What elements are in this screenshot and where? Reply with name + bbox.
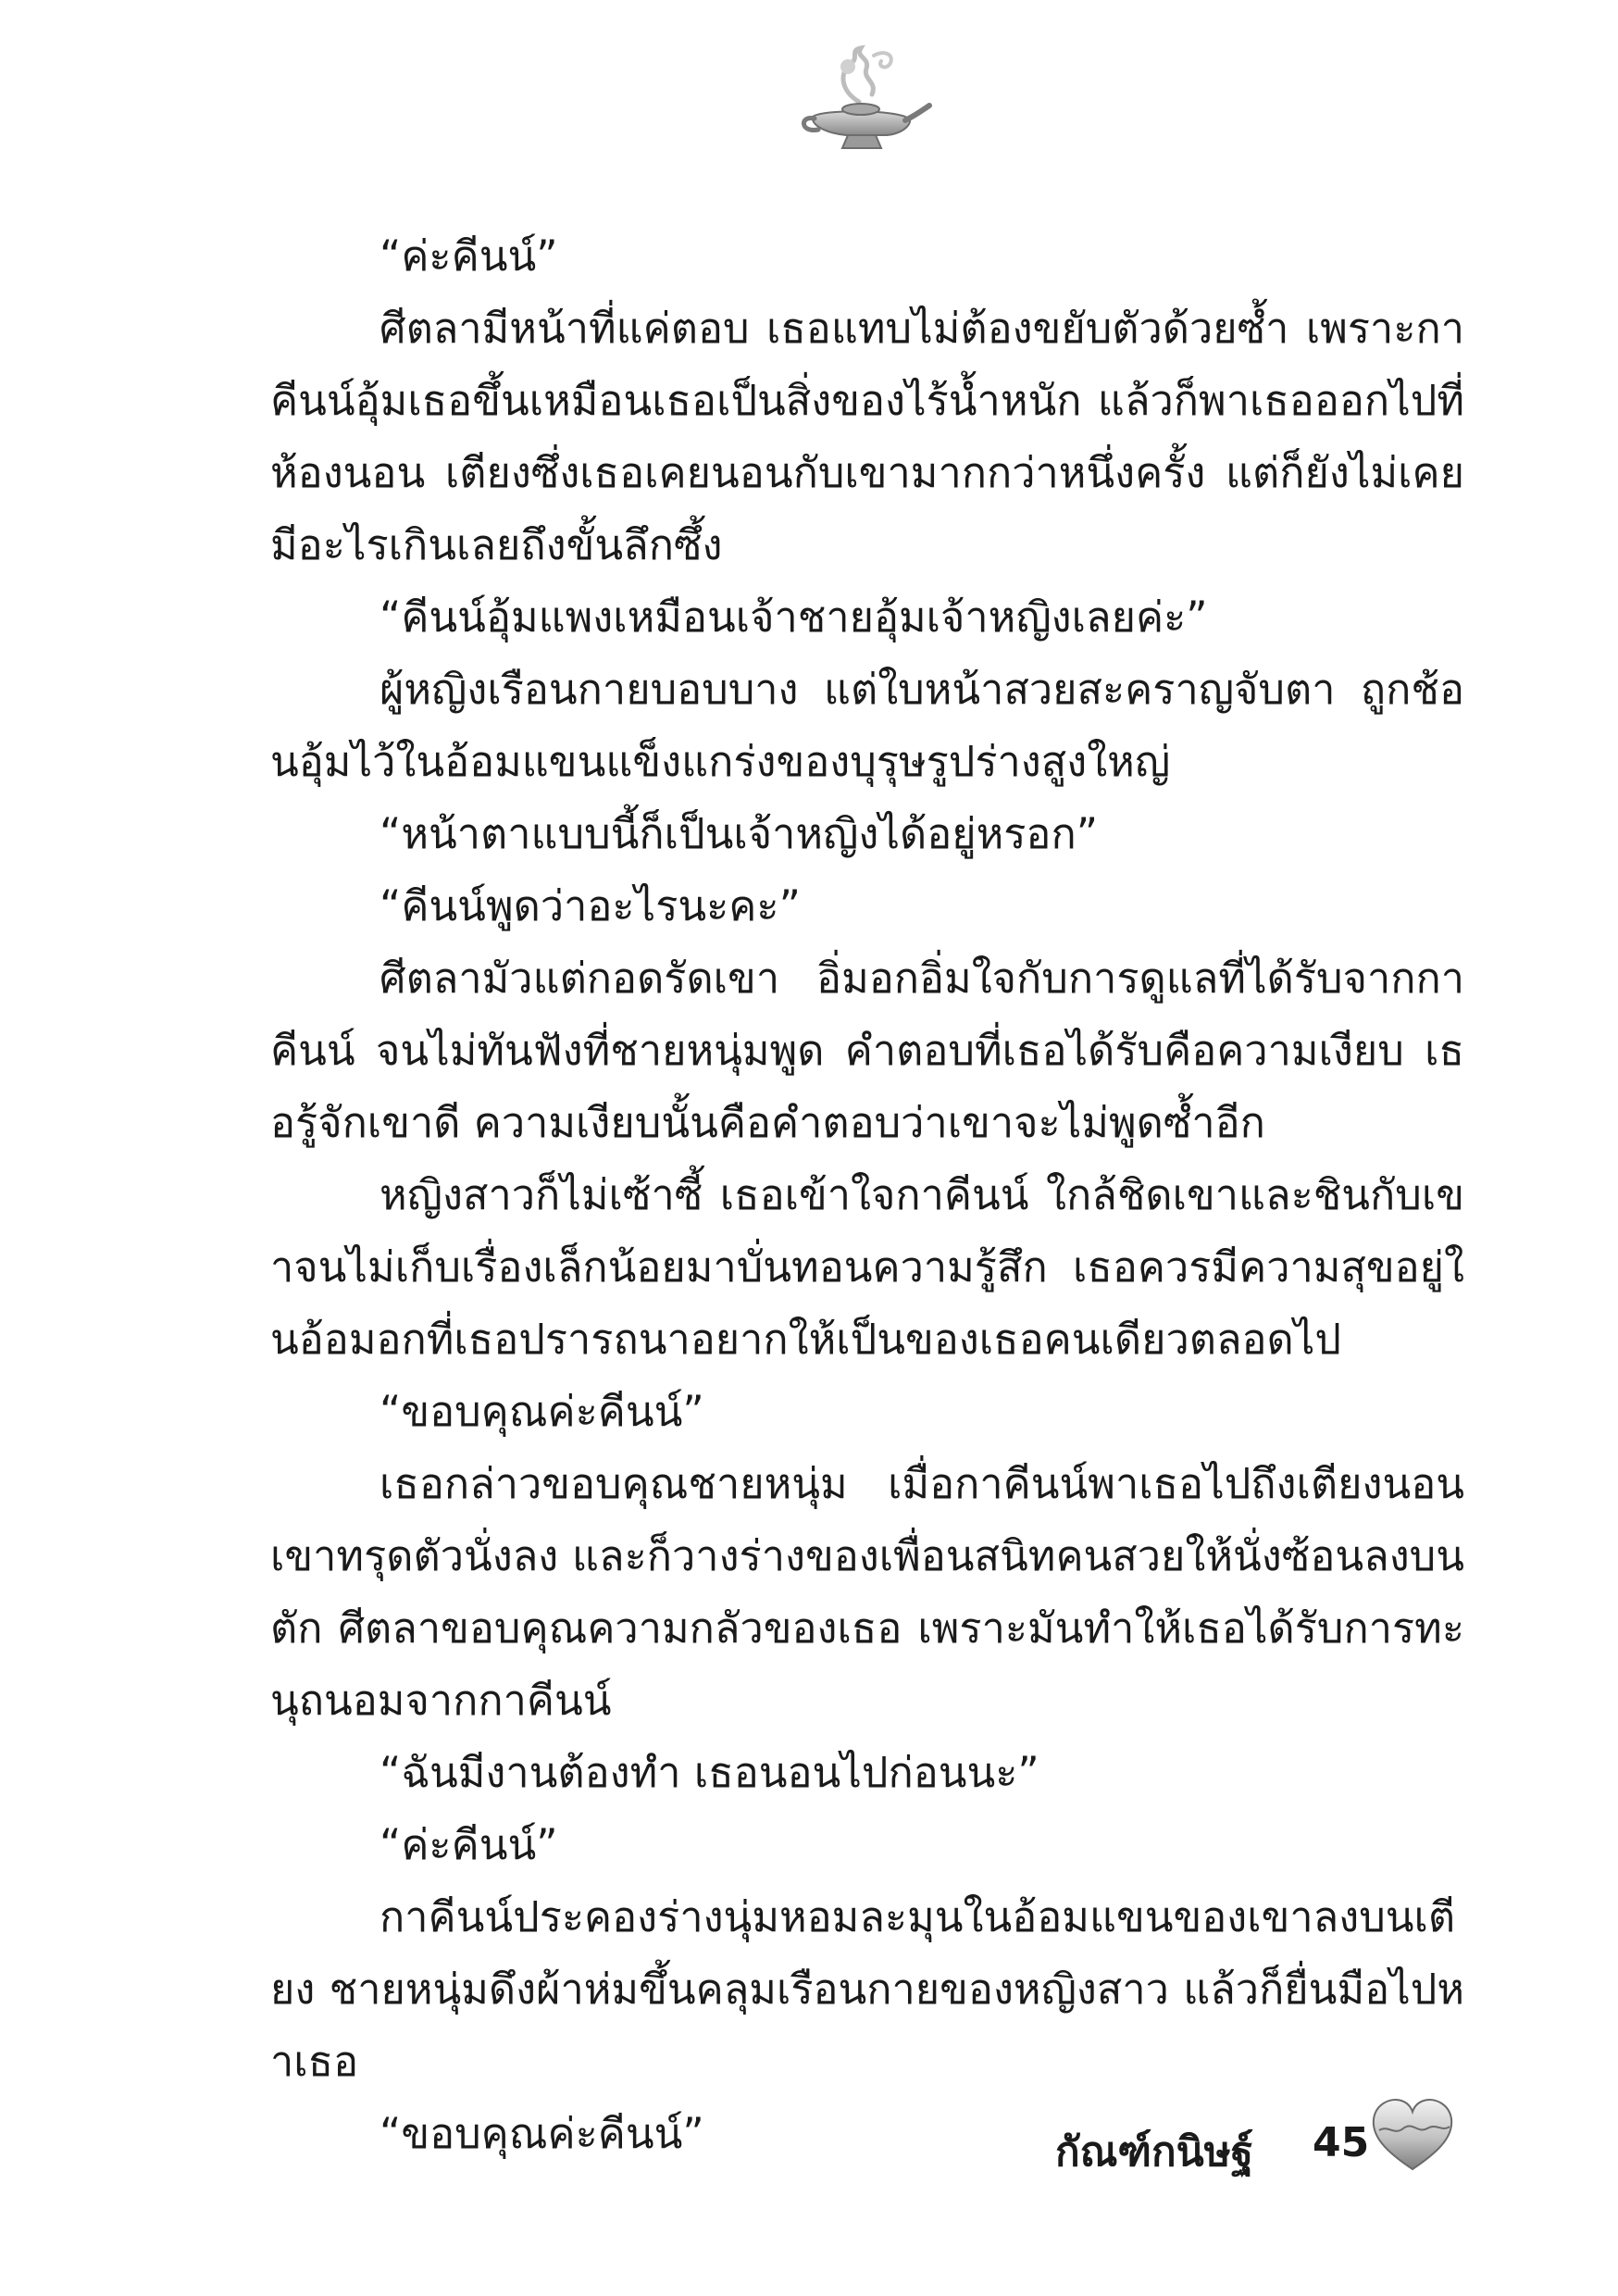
paragraph: ผู้หญิงเรือนกายบอบบาง แต่ใบหน้าสวยสะคราญจับตา ถูกช้อนอุ้มไว้ในอ้อมแขนแข็งแกร่งของบุรุษรูปร่างสูงใหญ่ [270,665,1464,786]
paragraph: เธอกล่าวขอบคุณชายหนุ่ม เมื่อกาคีนน์พาเธอไปถึงเตียงนอน เขาทรุดตัวนั่งลง และก็วางร่างของเพื่อนสนิทคนสวยให้นั่งซ้อนลงบนตัก ศีตลาขอบคุณความกลัวของเธอ เพราะมันทำให้เธอได้รับการทะนุถนอมจากกาคีนน์ [270,1459,1464,1725]
page-number: 45 [1313,2119,1370,2166]
body-text [270,220,1464,2170]
paragraph: “คีนน์พูดว่าอะไรนะคะ” [380,881,801,930]
paragraph: ศีตลามัวแต่กอดรัดเขา อิ่มอกอิ่มใจกับการดูแลที่ได้รับจากกาคีนน์ จนไม่ทันฟังที่ชายหนุ่มพูด คำตอบที่เธอได้รับคือความเงียบ เธอรู้จักเขาดี ความเงียบนั้นคือคำตอบว่าเขาจะไม่พูดซ้ำอีก [270,954,1464,1147]
book-title: กัณฑ์กนิษฐ์ [1055,2128,1253,2176]
paragraph: กาคีนน์ประคองร่างนุ่มหอมละมุนในอ้อมแขนของเขาลงบนเตียง ชายหนุ่มดึงผ้าห่มขึ้นคลุมเรือนกายของหญิงสาว แล้วก็ยื่นมือไปหาเธอ [270,1892,1464,2086]
heart-icon [1366,2088,1459,2180]
paragraph: “คีนน์อุ้มแพงเหมือนเจ้าชายอุ้มเจ้าหญิงเลยค่ะ” [380,593,1208,642]
genie-lamp-icon [794,44,933,156]
paragraph: “ค่ะคีนน์” [380,231,558,281]
paragraph: “ฉันมีงานต้องทำ เธอนอนไปก่อนนะ” [380,1748,1039,1797]
paragraph: หญิงสาวก็ไม่เซ้าซี้ เธอเข้าใจกาคีนน์ ใกล้ชิดเขาและชินกับเขาจนไม่เก็บเรื่องเล็กน้อยมาบั่นทอนความรู้สึก เธอควรมีความสุขอยู่ในอ้อมอกที่เธอปรารถนาอยากให้เป็นของเธอคนเดียวตลอดไป [270,1170,1464,1364]
paragraph: “ขอบคุณค่ะคีนน์” [380,2109,704,2158]
page-footer [1055,2088,1444,2199]
paragraph: “ค่ะคีนน์” [380,1820,558,1869]
paragraph: ศีตลามีหน้าที่แค่ตอบ เธอแทบไม่ต้องขยับตัวด้วยซ้ำ เพราะกาคีนน์อุ้มเธอขึ้นเหมือนเธอเป็นสิ่งของไร้น้ำหนัก แล้วก็พาเธอออกไปที่ห้องนอน เตียงซึ่งเธอเคยนอนกับเขามากกว่าหนึ่งครั้ง แต่ก็ยังไม่เคยมีอะไรเกินเลยถึงขั้นลึกซึ้ง [270,304,1464,569]
paragraph: “หน้าตาแบบนี้ก็เป็นเจ้าหญิงได้อยู่หรอก” [380,809,1099,858]
paragraph: “ขอบคุณค่ะคีนน์” [380,1387,704,1436]
